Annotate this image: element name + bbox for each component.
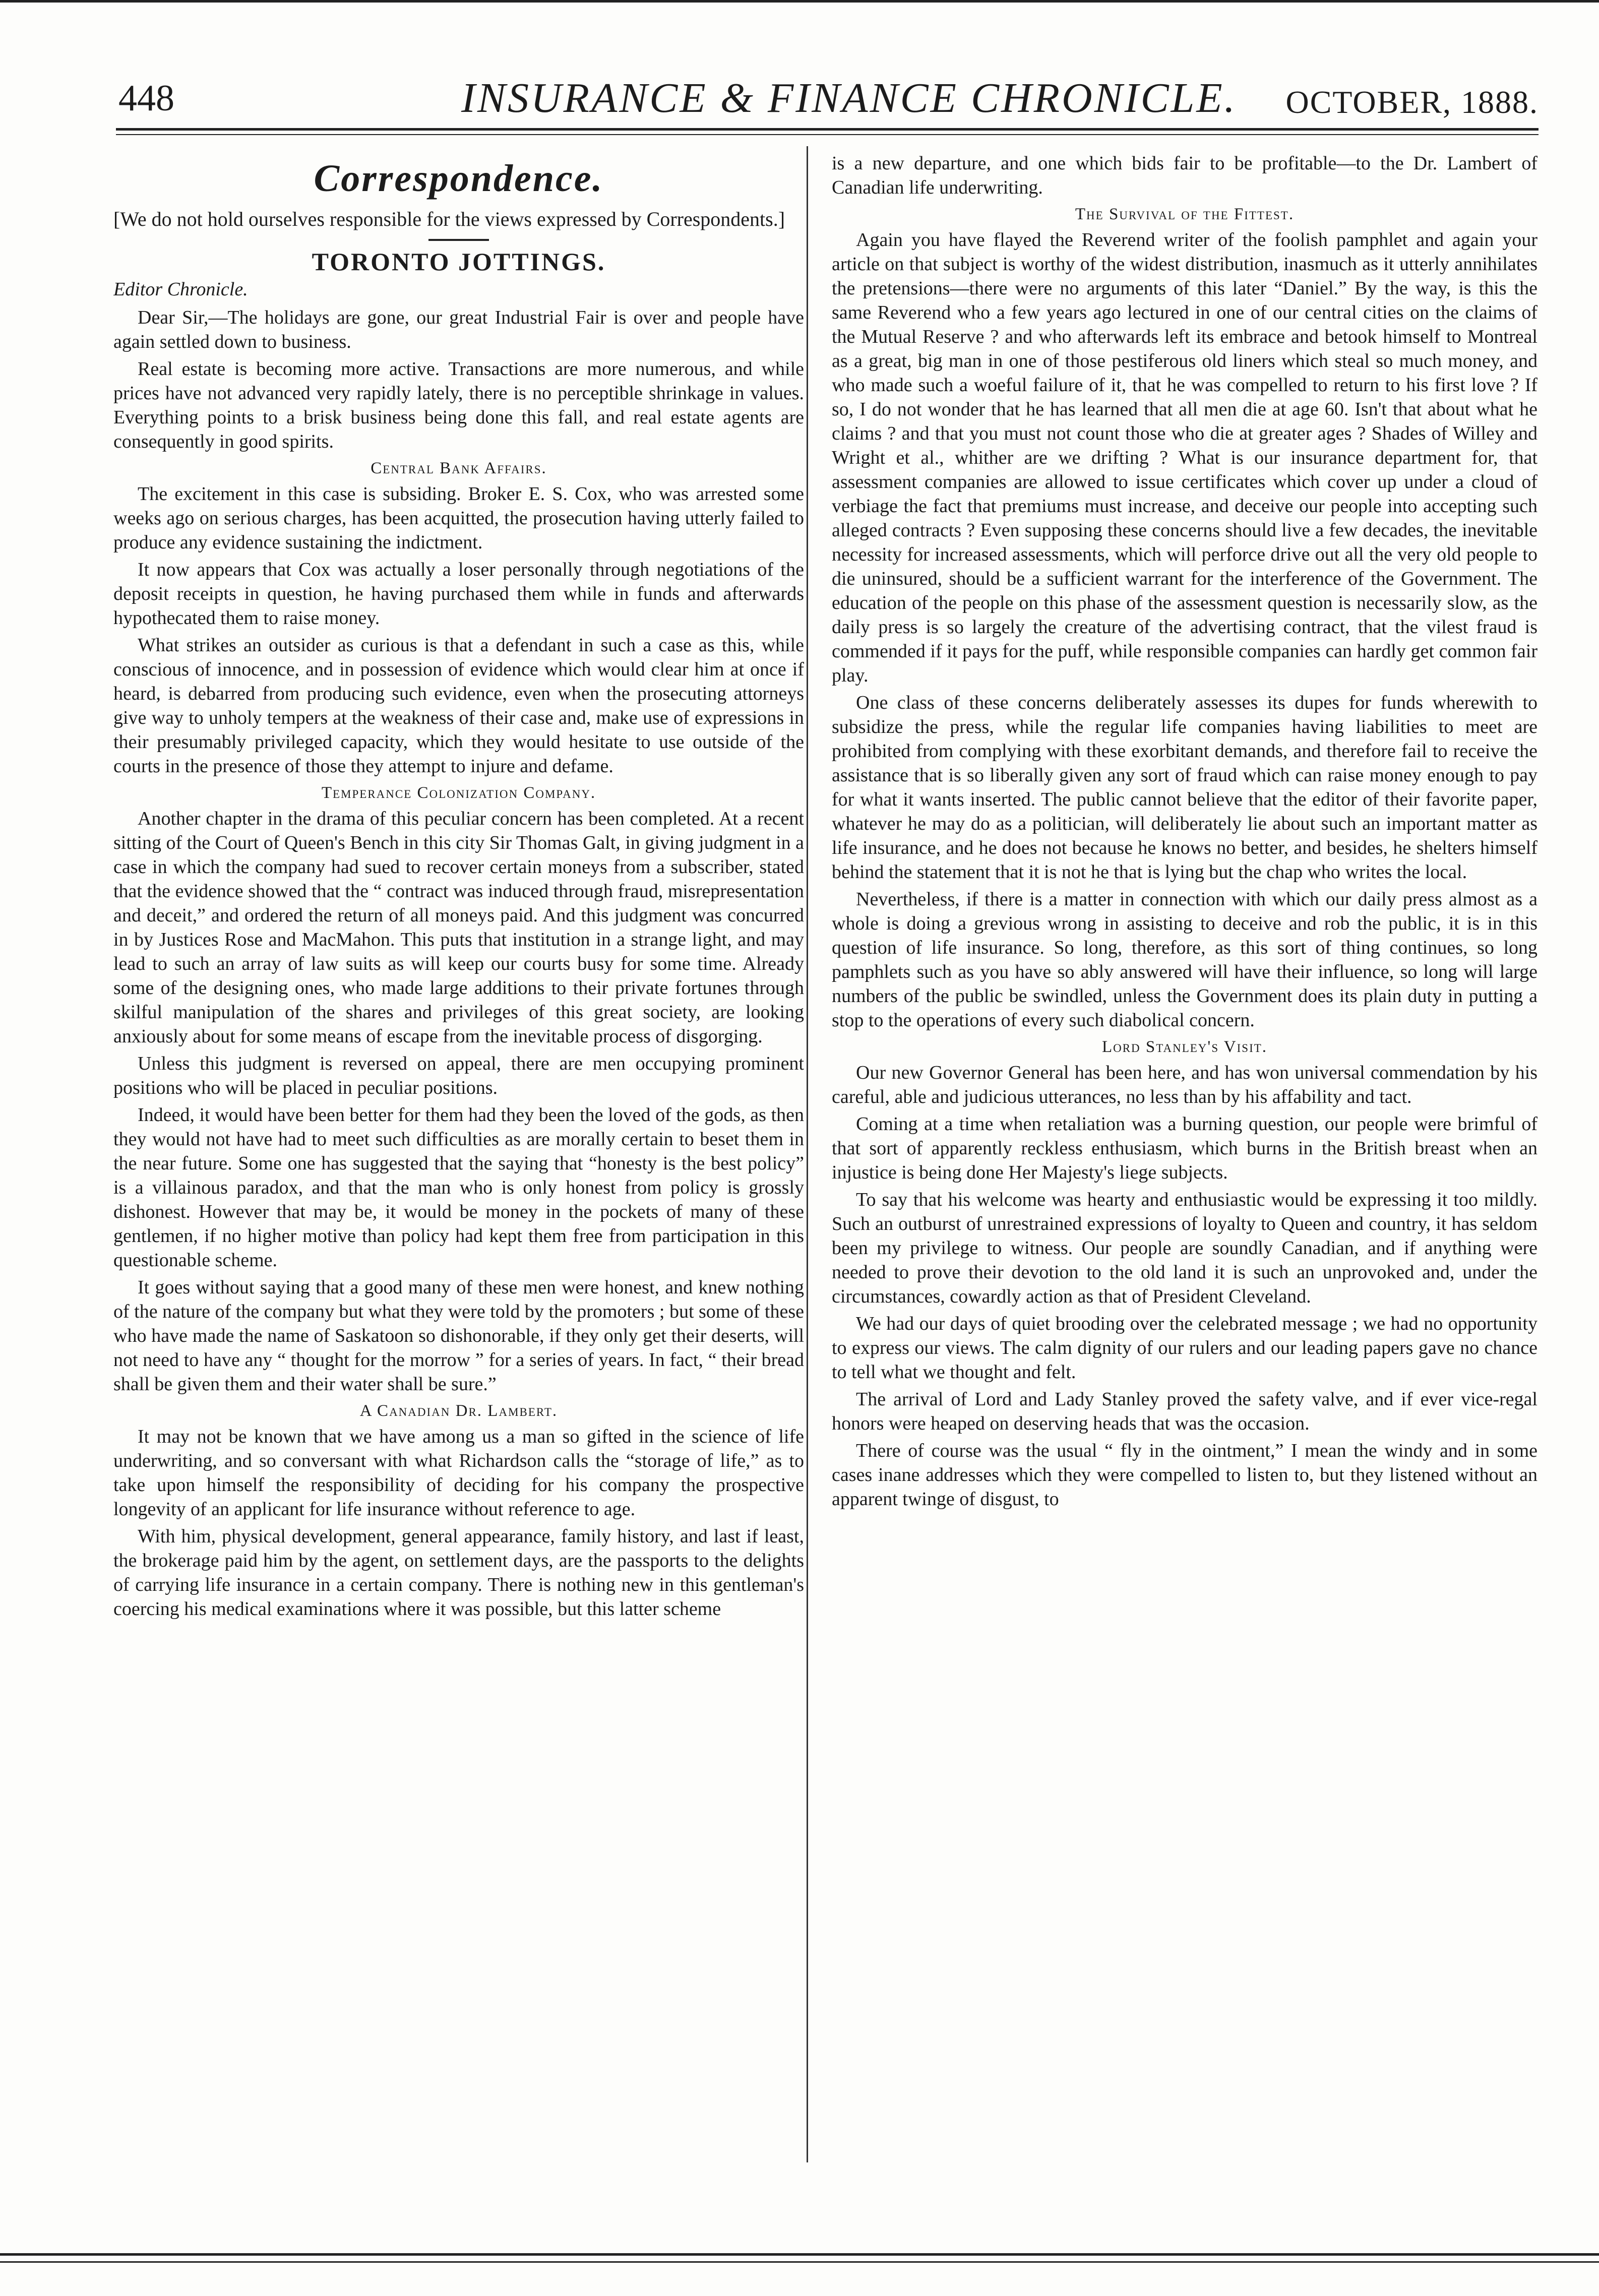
salutation: Editor Chronicle. [113, 279, 248, 300]
body-paragraph: To say that his welcome was hearty and enthusiastic would be expressing it too mildly. Such an outburst of unrestrained expressions of loyalty to Queen and country, it has seldom been my privilege to witness. Our people are soundly Canadian, and if anything were needed to prove their devotion to the old land it is such an unprovoked and, under the circumstances, cowardly action as that of President Cleveland. [832, 1189, 1537, 1307]
body-paragraph: With him, physical development, general appearance, family history, and last if least, the brokerage paid him by the agent, on settlement days, are the passports to the delights of carrying life insurance in a certain company. There is nothing new in this gentleman's coercing his medical examinations where it was possible, but this latter scheme [113, 1526, 804, 1620]
top-border-rule [0, 0, 1599, 3]
subsection-heading: A Canadian Dr. Lambert. [359, 1402, 558, 1420]
journal-title: INSURANCE & FINANCE CHRONICLE. [461, 75, 1237, 121]
body-paragraph: Unless this judgment is reversed on appeal, there are men occupying prominent positions who will be placed in peculiar positions. [113, 1053, 804, 1098]
body-paragraph: The excitement in this case is subsiding. Broker E. S. Cox, who was arrested some weeks ago on serious charges, has been acquitted, the prosecution having utterly failed to produce any evidence sustaining the indictment. [113, 483, 804, 553]
body-paragraph: Coming at a time when retaliation was a burning question, our people were brimful of that sort of apparently reckless enthusiasm, which burns in the British breast when an injustice is being done Her Majesty's liege subjects. [832, 1113, 1537, 1183]
right-column-body [832, 151, 1537, 1511]
body-paragraph: is a new departure, and one which bids fair to be profitable—to the Dr. Lambert of Canadian life underwriting. [832, 153, 1537, 198]
body-paragraph: The arrival of Lord and Lady Stanley proved the safety valve, and if ever vice-regal honors were heaped on deserving heads that was the occasion. [832, 1389, 1537, 1434]
body-paragraph: Another chapter in the drama of this peculiar concern has been completed. At a recent sitting of the Court of Queen's Bench in this city Sir Thomas Galt, in giving judgment in a case in which the company had sued to recover certain moneys from a subscriber, stated that the evidence showed that the “ contract was induced through fraud, misrepresentation and deceit,” and ordered the return of all moneys paid. And this judgment was concurred in by Justices Rose and MacMahon. This puts that institution in a strange light, and may lead to such an array of law suits as will keep our courts busy for some time. Already some of the designing ones, who made large additions to their private fortunes through skilful manipulation of the shares and privileges of this great society, are looking anxiously about for some means of escape from the inevitable process of disgorging. [113, 808, 804, 1047]
section-title: Correspondence. [314, 157, 604, 200]
subsection-heading: The Survival of the Fittest. [1075, 205, 1295, 223]
left-column [113, 151, 804, 2167]
body-paragraph: Indeed, it would have been better for them had they been the loved of the gods, as then they would not have had to meet such difficulties as are morally certain to beset them in the near future. Some one has suggested that the saying that “honesty is the best policy” is a villainous paradox, and that the man who is only honest from policy is grossly dishonest. However that may be, it would be money in the pockets of many of these gentlemen, if no higher motive than policy had kept them free from participation in this questionable scheme. [113, 1104, 804, 1271]
body-paragraph: We had our days of quiet brooding over the celebrated message ; we had no opportunity to express our views. The calm dignity of our rulers and our leading papers gave no chance to tell what we thought and felt. [832, 1313, 1537, 1383]
article-title: TORONTO JOTTINGS. [312, 247, 606, 276]
body-paragraph: Our new Governor General has been here, and has won universal commendation by his careful, able and judicious utterances, no less than by his affability and tact. [832, 1062, 1537, 1107]
editorial-disclaimer: [We do not hold ourselves responsible for the views expressed by Correspondents.] [113, 208, 785, 230]
page-number: 448 [118, 78, 174, 119]
body-paragraph: Nevertheless, if there is a matter in connection with which our daily press almost as a whole is doing a grevious wrong in assisting to deceive and rob the public, it is in this question of life insurance. So long, therefore, as this sort of thing continues, so long pamphlets such as you have so ably answered will have their influence, so long will large numbers of the public be swindled, unless the Government does its plain duty in putting a stop to the operations of every such diabolical concern. [832, 889, 1537, 1031]
column-divider [807, 146, 808, 2162]
issue-date: OCTOBER, 1888. [1285, 84, 1539, 120]
bottom-rule-thin [0, 2261, 1599, 2263]
body-paragraph: It may not be known that we have among us a man so gifted in the science of life underwriting, and so conversant with what Richardson calls the “storage of life,” as to take upon himself the responsibility of deciding for his company the prospective longevity of an applicant for life insurance without reference to age. [113, 1426, 804, 1520]
right-column [832, 151, 1537, 2167]
body-paragraph: Again you have flayed the Reverend writer of the foolish pamphlet and again your article on that subject is worthy of the widest distribution, inasmuch as it utterly annihilates the pretensions—there were no arguments of this later “Daniel.” By the way, is this the same Reverend who a few years ago lectured in one of our central cities on the claims of the Mutual Reserve ? and who afterwards left its embrace and betook himself to Montreal as a great, big man in one of those pestiferous old liners which steal so much money, and who made such a woeful failure of it, that he was compelled to return to his first love ? If so, I do not wonder that he has learned that all men die at age 60. Isn't that about what he claims ? and that you must not count those who die at greater ages ? Shades of Willey and Wright et al., whither are we drifting ? What is our insurance department for, that assessment companies are allowed to issue certificates which cover up under a cloud of verbiage the fact that premiums must increase, and deceive our people into accepting such alleged contracts ? Even supposing these concerns should live a few decades, the inevitable necessity for increased assessments, which will perforce drive out all the very old people to die uninsured, should be a sufficient warrant for the interference of the Government. The education of the people on this phase of the assessment question is necessarily slow, as the daily press is so largely the creature of the advertising contract, that the vilest fraud is commended if it pays for the puff, while responsible companies can hardly get common fair play. [832, 229, 1537, 686]
subsection-heading: Central Bank Affairs. [371, 459, 547, 477]
body-paragraph: It goes without saying that a good many of these men were honest, and knew nothing of the nature of the company but what they were told by the promoters ; but some of these who have made the name of Saskatoon so dishonorable, if they only get their deserts, will not need to have any “ thought for the morrow ” for a series of years. In fact, “ their bread shall be given them and their water shall be sure.” [113, 1277, 804, 1395]
body-paragraph: One class of these concerns deliberately assesses its dupes for funds wherewith to subsidize the press, while the regular life companies having liabilities to meet are prohibited from complying with these exorbitant demands, and therefore fail to receive the assistance that is so liberally given any sort of fraud which can raise money enough to pay for what it wants inserted. The public cannot believe that the editor of their favorite paper, whatever he may do as a politician, will deliberately lie about such an important matter as life insurance, and he does not because he knows no better, and besides, he shelters himself behind the statement that it is not he that is lying but the chap who writes the local. [832, 692, 1537, 883]
page-header [118, 76, 1539, 121]
body-paragraph: There of course was the usual “ fly in the ointment,” I mean the windy and in some cases inane addresses which they were compelled to listen to, but they listened without an apparent twinge of disgust, to [832, 1440, 1537, 1510]
body-paragraph: Dear Sir,—The holidays are gone, our great Industrial Fair is over and people have again settled down to business. [113, 307, 804, 352]
header-rule-thin [116, 134, 1539, 135]
bottom-rule-thick [0, 2253, 1599, 2256]
body-paragraph: It now appears that Cox was actually a loser personally through negotiations of the deposit receipts in question, he having purchased them while in funds and afterwards hypothecated them to raise money. [113, 559, 804, 629]
body-paragraph: Real estate is becoming more active. Transactions are more numerous, and while prices have not advanced very rapidly lately, there is no perceptible shrinkage in values. Everything points to a brisk business being done this fall, and real estate agents are consequently in good spirits. [113, 358, 804, 452]
body-paragraph: What strikes an outsider as curious is that a defendant in such a case as this, while conscious of innocence, and in possession of evidence which would clear him at once if heard, is debarred from producing such evidence, even when the prosecuting attorneys give way to unholy tempers at the weakness of their case and, make use of expressions in their presumably privileged capacity, which they would hesitate to use outside of the courts in the presence of those they attempt to injure and defame. [113, 635, 804, 777]
header-rule-thick [116, 128, 1539, 131]
subsection-heading: Lord Stanley's Visit. [1101, 1038, 1268, 1056]
title-rule [428, 239, 489, 241]
left-column-body [113, 305, 804, 1621]
subsection-heading: Temperance Colonization Company. [321, 784, 596, 802]
